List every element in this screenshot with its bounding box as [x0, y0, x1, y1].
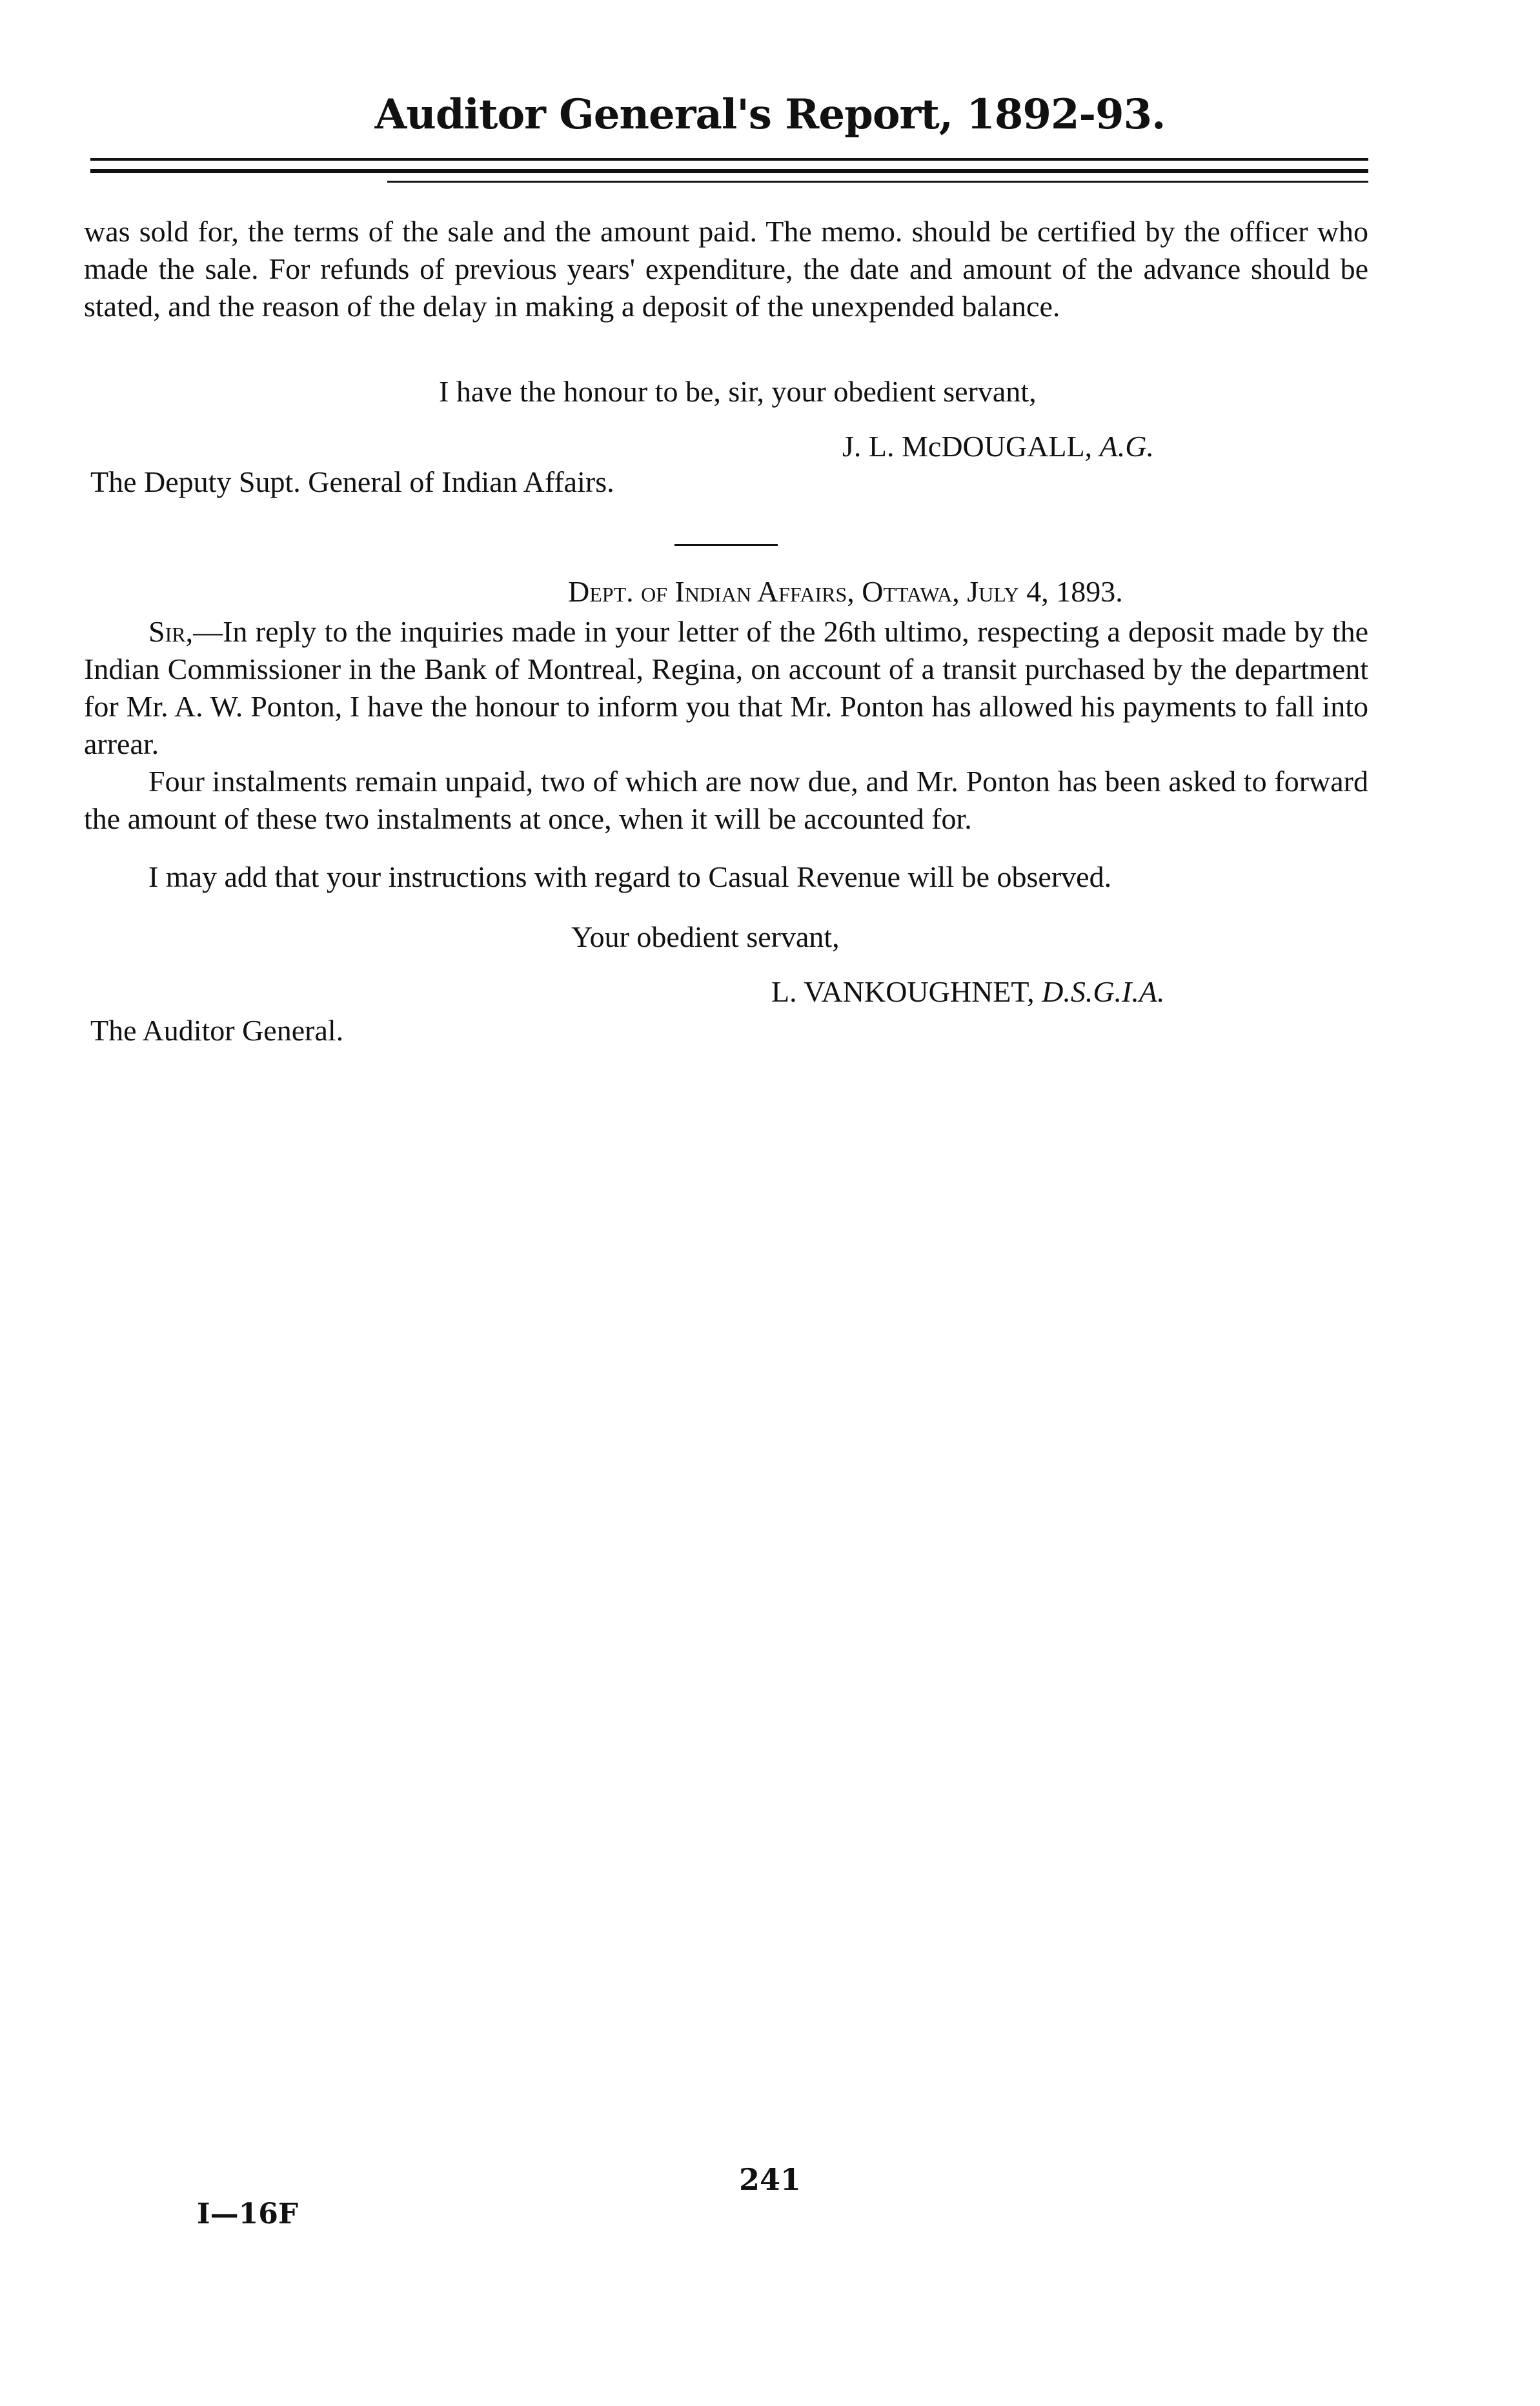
letter2-paragraph-1-text: —In reply to the inquiries made in your letter of the 26th ultimo, respecting a deposit made by the Indian Commissioner in the Bank of Montreal, Regina, on account of a transit purchased by the department for Mr. A. W. Ponton, I have the honour to inform you that Mr. Ponton has allowed his payments to fall into arrear. [84, 615, 1368, 760]
letter1-signature [842, 429, 1154, 463]
letter1-signature-name: J. L. McDOUGALL, [842, 430, 1093, 463]
header-rule-top [90, 158, 1368, 161]
letter2-closing: Your obedient servant, [571, 920, 840, 953]
letter2-paragraph-2-text: Four instalments remain unpaid, two of which are now due, and Mr. Ponton has been asked to forward the amount of these two instalments at once, when it will be accounted for. [84, 765, 1368, 835]
page-number: 241 [738, 2162, 802, 2197]
letter2-paragraph-2 [84, 763, 1368, 838]
running-header-title: Auditor General's Report, 1892-93. [374, 90, 1166, 139]
letter2-addressee: The Auditor General. [90, 1014, 344, 1047]
letter1-body: was sold for, the terms of the sale and the amount paid. The memo. should be certified by the officer who made the sale. For refunds of previous years' expenditure, the date and amount of the advance should be stated, and the reason of the delay in making a deposit of the unexpended balance. [84, 215, 1368, 323]
letter-separator [674, 544, 778, 546]
letter2-signature-name: L. VANKOUGHNET, [771, 975, 1035, 1008]
letter2-salutation: Sir, [148, 615, 194, 648]
letter1-addressee: The Deputy Supt. General of Indian Affairs. [90, 465, 614, 498]
header-rule-middle [90, 169, 1368, 173]
header-rule-bottom [387, 181, 1368, 183]
letter1-closing: I have the honour to be, sir, your obedient servant, [439, 375, 1037, 408]
printer-signature-mark: I—16F [197, 2198, 299, 2230]
letter2-paragraph-1 [84, 613, 1368, 763]
letter1-signature-title: A.G. [1099, 430, 1154, 463]
letter2-paragraph-3 [84, 858, 1368, 896]
letter2-paragraph-3-text: I may add that your instructions with regard to Casual Revenue will be observed. [148, 860, 1112, 893]
letter2-signature-title: D.S.G.I.A. [1042, 975, 1165, 1008]
letter2-signature [771, 975, 1164, 1009]
letter2-dateline: Dept. of Indian Affairs, Ottawa, July 4, 1893. [568, 575, 1123, 608]
